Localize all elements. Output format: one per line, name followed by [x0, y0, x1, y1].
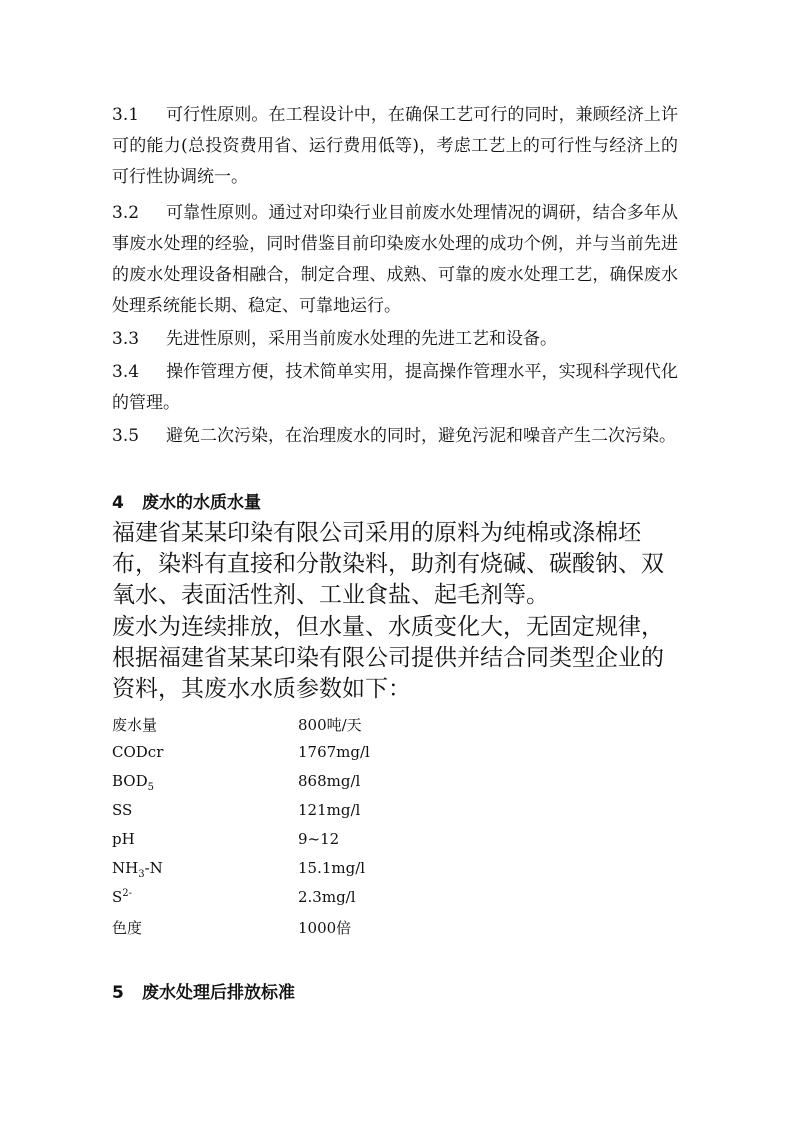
section-4-materials-paragraph: 福建省某某印染有限公司采用的原料为纯棉或涤棉坯布，染料有直接和分散染料，助剂有烧碱、碳酸钠、双氧水、表面活性剂、工业食盐、起毛剂等。	[112, 520, 664, 608]
param-name: 色度	[112, 919, 143, 937]
principle-text: 先进性原则，采用当前废水处理的先进工艺和设备。	[166, 329, 557, 349]
param-value: 1767mg/l	[298, 743, 370, 761]
principle-number: 3.3	[112, 329, 140, 349]
section-4-heading	[112, 488, 261, 513]
param-name: CODcr	[112, 743, 164, 761]
param-value: 121mg/l	[298, 801, 361, 819]
principle-3-2	[112, 198, 678, 322]
section-number: 4	[112, 493, 124, 513]
param-value: 15.1mg/l	[298, 859, 366, 877]
principle-number: 3.4	[112, 362, 140, 382]
principle-text: 操作管理方便，技术简单实用，提高操作管理水平，实现科学现代化的管理。	[112, 362, 678, 413]
param-name: 废水量	[112, 716, 158, 734]
principle-number: 3.2	[112, 203, 140, 223]
section-number: 5	[112, 983, 124, 1003]
principle-3-4	[112, 357, 678, 419]
principle-number: 3.1	[112, 105, 140, 125]
principle-text: 避免二次污染，在治理废水的同时，避免污泥和噪音产生二次污染。	[166, 426, 676, 446]
section-5-heading	[112, 978, 295, 1003]
param-value: 2.3mg/l	[298, 888, 356, 906]
section-title: 废水的水质水量	[142, 493, 261, 513]
param-name: pH	[112, 830, 135, 848]
principle-3-1	[112, 100, 678, 193]
param-name: SS	[112, 801, 133, 819]
param-value: 868mg/l	[298, 772, 361, 790]
param-value: 1000倍	[298, 919, 352, 937]
principle-text: 可行性原则。在工程设计中，在确保工艺可行的同时，兼顾经济上许可的能力(总投资费用省、运行费用低等)，考虑工艺上的可行性与经济上的可行性协调统一。	[112, 105, 678, 187]
principle-3-3	[112, 324, 678, 355]
param-value: 800吨/天	[298, 716, 362, 734]
param-value: 9~12	[298, 830, 340, 848]
param-name: $S^{2-}$	[112, 888, 133, 906]
section-title: 废水处理后排放标准	[142, 983, 295, 1003]
principle-number: 3.5	[112, 426, 140, 446]
principle-3-5	[112, 421, 678, 452]
principle-text: 可靠性原则。通过对印染行业目前废水处理情况的调研，结合多年从事废水处理的经验，同时借鉴目前印染废水处理的成功个例，并与当前先进的废水处理设备相融合，制定合理、成熟、可靠的废水处理工艺，确保废水处理系统能长期、稳定、可靠地运行。	[112, 203, 678, 316]
param-name: $NH_3-N$	[112, 859, 163, 880]
section-4-discharge-paragraph: 废水为连续排放，但水量、水质变化大，无固定规律，根据福建省某某印染有限公司提供并结合同类型企业的资料，其废水水质参数如下：	[112, 614, 664, 702]
param-name: $BOD_5$	[112, 772, 154, 793]
